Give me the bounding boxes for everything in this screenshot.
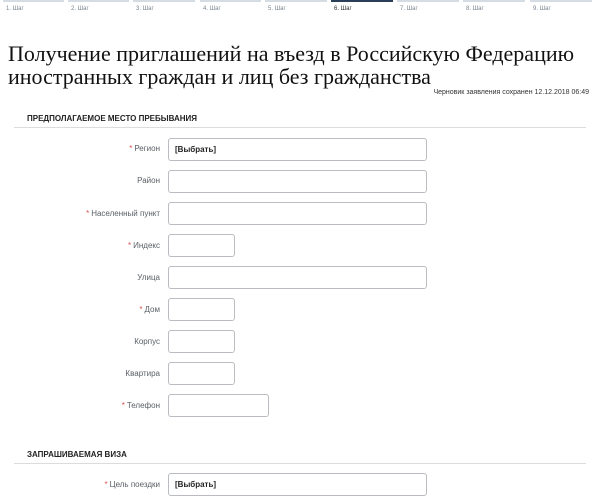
step-4[interactable]: 4. Шаг [200,0,261,20]
required-marker: * [121,401,125,410]
locality-label: * Населенный пункт [86,209,160,218]
step-progress-bar [0,0,600,20]
step-3[interactable]: 3. Шаг [133,0,195,20]
street-input[interactable] [168,266,427,289]
phone-label: * Телефон [121,401,160,410]
section-title-stay-place: ПРЕДПОЛАГАЕМОЕ МЕСТО ПРЕБЫВАНИЯ [14,114,586,128]
step-2[interactable]: 2. Шаг [68,0,129,20]
step-1[interactable]: 1. Шаг [3,0,64,20]
step-5[interactable]: 5. Шаг [265,0,327,20]
step-9[interactable]: 9. Шаг [530,0,592,20]
trip-purpose-select[interactable]: [Выбрать] [168,473,427,496]
phone-input[interactable] [168,394,269,417]
trip-purpose-label: * Цель поездки [104,480,160,489]
section-title-requested-visa: ЗАПРАШИВАЕМАЯ ВИЗА [14,450,586,464]
step-6-active[interactable]: 6. Шаг [331,0,393,20]
page-title: Получение приглашений на въезд в Российскую Федерацию иностранных граждан и лиц без гражданства [8,41,575,89]
index-label: * Индекс [128,241,160,250]
apartment-label: Квартира [125,369,160,378]
region-select[interactable]: [Выбрать] [168,138,427,161]
draft-saved-status: Черновик заявления сохранен 12.12.2018 06:49 [433,89,589,96]
required-marker: * [129,144,133,153]
region-label: * Регион [129,144,160,153]
house-input[interactable] [168,298,235,321]
district-input[interactable] [168,170,427,193]
required-marker: * [86,209,90,218]
required-marker: * [139,305,143,314]
step-8[interactable]: 8. Шаг [463,0,525,20]
step-7[interactable]: 7. Шаг [397,0,459,20]
building-label: Корпус [134,337,160,346]
required-marker: * [128,241,132,250]
building-input[interactable] [168,330,235,353]
house-label: * Дом [139,305,160,314]
district-label: Район [137,176,160,185]
required-marker: * [104,480,108,489]
street-label: Улица [137,273,160,282]
apartment-input[interactable] [168,362,235,385]
locality-input[interactable] [168,202,427,225]
index-input[interactable] [168,234,235,257]
